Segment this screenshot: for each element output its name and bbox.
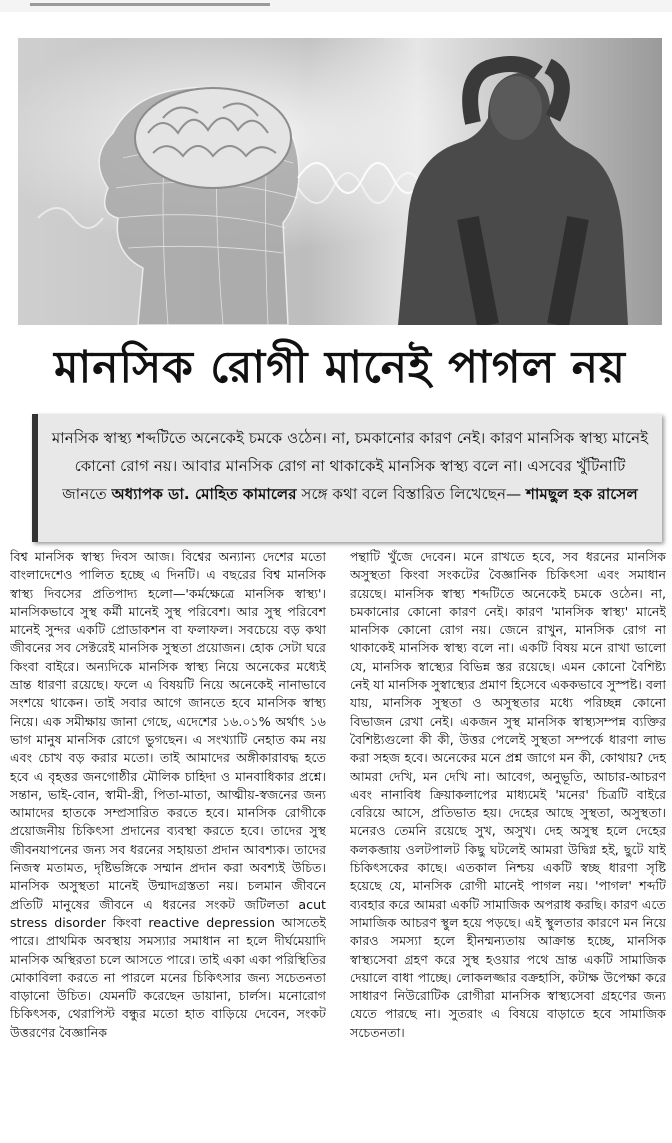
intro-middle: সঙ্গে কথা বলে বিস্তারিত লিখেছেন—: [301, 485, 522, 503]
article-headline: মানসিক রোগী মানেই পাগল নয়: [54, 342, 626, 393]
intro-box: [32, 414, 662, 542]
intro-expert: অধ্যাপক ডা. মোহিত কামালের: [111, 485, 297, 503]
article-text-left: বিশ্ব মানসিক স্বাস্থ্য দিবস আজ। বিশ্বের অন্যান্য দেশের মতো বাংলাদেশেও পালিত হচ্ছে এ দিনটি। এ বছরের বিশ্ব মানসিক স্বাস্থ্য দিবসের প্রতিপাদ্য হলো—'কর্মক্ষেত্রে মানসিক স্বাস্থ্য'। মানসিকভাবে সুস্থ কর্মী মানেই সুস্থ পরিবেশ। আর সুস্থ পরিবেশ মানেই সুন্দর একটি প্রোডাকশন বা ফলাফল। সবচেয়ে বড় কথা জীবনের সব সেক্টরেই মানসিক সুস্থতা প্রয়োজন। হোক সেটা ঘরে কিংবা বাইরে। অন্যদিকে মানসিক স্বাস্থ্য নিয়ে অনেকের মধ্যেই ভ্রান্ত ধারণা রয়েছে। ফলে এ বিষয়টি নিয়ে অনেকেই নানাভাবে সংশয়ে থাকেন। তাই সবার আগে জানতে হবে মানসিক স্বাস্থ্য নিয়ে। এক সমীক্ষায় জানা গেছে, এদেশের ১৬.০১% অর্থাৎ ১৬ ভাগ মানুষ মানসিক রোগে ভুগছেন। এ সংখ্যাটি নেহাত কম নয় এবং চোখ বড় করার মতো। তাই আমাদের অঙ্গীকারাবদ্ধ হতে হবে এ বৃহত্তর জনগোষ্ঠীর মৌলিক চাহিদা ও মানবাধিকার প্রশ্নে। সন্তান, ভাই-বোন, স্বামী-স্ত্রী, পিতা-মাতা, আত্মীয়-স্বজনের জন্য আমাদের হাতকে সম্প্রসারিত করতে হবে। মানসিক রোগীকে প্রয়োজনীয় চিকিৎসা প্রদানের ব্যবস্থা করতে হবে। তাদের সুস্থ জীবনযাপনের জন্য সব ধরনের সহায়তা প্রদান আবশ্যক। তাদের নিজস্ব মতামত, দৃষ্টিভঙ্গিকে সম্মান প্রদান করা অবশ্যই উচিত। মানসিক অসুস্থতা মানেই উন্মাদগ্রস্ততা নয়। চলমান জীবনে প্রতিটি মানুষের জীবনে এ ধরনের সংকট জটিলতা acut stress disorder কিংবা reactive depression আসতেই পারে। প্রাথমিক অবস্থায় সমস্যার সমাধান না হলে দীর্ঘমেয়াদি মানসিক অস্থিরতা চলে আসতে পারে। তাই একা একা পরিস্থিতির মোকাবিলা করতে না পারলে মনের চিকিৎসার জন্য সচেতনতা বাড়ানো উচিত। যেমনটি করেছেন ডায়ানা, চার্লস। মনোরোগ চিকিৎসক, থেরাপিস্ট বন্ধুর মতো হাত বাড়িয়ে দেবেন, সংকট উত্তরণের বৈজ্ঞানিক: [10, 549, 326, 1040]
article-text-right: পন্থাটি খুঁজে দেবেন। মনে রাখতে হবে, সব ধরনের মানসিক অসুস্থতা কিংবা সংকটের বৈজ্ঞানিক চিকিৎসা এবং সমাধান রয়েছে। মানসিক স্বাস্থ্য শব্দটিতে অনেকেই চমকে ওঠেন। না, চমকানোর কোনো কারণ নেই। কারণ 'মানসিক স্বাস্থ্য' মানেই মানসিক কোনো রোগ নয়। জেনে রাখুন, মানসিক রোগ না থাকাকেই মানসিক স্বাস্থ্য বলে না। একটি বিষয় মনে রাখা ভালো যে, মানসিক স্বাস্থ্যের বিভিন্ন স্তর রয়েছে। এমন কোনো বৈশিষ্ট্য নেই যা মানসিক সুস্বাস্থ্যের প্রমাণ হিসেবে এককভাবে সুস্পষ্ট। বলা যায়, মানসিক সুস্থতা ও অসুস্থতার মধ্যে পরিচ্ছন্ন কোনো বিভাজন রেখা নেই। একজন সুস্থ মানসিক স্বাস্থ্যসম্পন্ন ব্যক্তির বৈশিষ্ট্যগুলো কী কী, উত্তর পেলেই সুস্থতা সম্পর্কে ধারণা লাভ করা সহজ হবে। অনেকের মনে প্রশ্ন জাগে মন কী, কোথায়? দেহ আমরা দেখি, মন দেখি না। আবেগ, অনুভূতি, আচার-আচরণ এবং নানাবিধ ক্রিয়াকলাপের মাধ্যমেই 'মনের' চিত্রটি বাইরে বেরিয়ে আসে, প্রতিভাত হয়। দেহের আছে সুস্থতা, অসুস্থতা। মনেরও তেমনি রয়েছে সুখ, অসুখ। দেহ অসুস্থ হলে দেহের কলকব্জায় ওলটপালট কিছু ঘটলেই আমরা উদ্বিগ্ন হই, ছুটে যাই চিকিৎসকের কাছে। এতকাল নিশ্চয় একটি স্বচ্ছ ধারণা সৃষ্টি হয়েছে যে, মানসিক রোগী মানেই পাগল নয়। 'পাগল' শব্দটি ব্যবহার করে আমরা একটি সামাজিক অপরাধ করছি। কারণ এতে সামাজিক আচরণ স্থুল হয়ে পড়ছে। এই স্থুলতার কারণে মন নিয়ে কারও সমস্যা হলে হীনম্মন্যতায় আক্রান্ত হচ্ছে, মানসিক স্বাস্থ্যসেবা গ্রহণ করে সুস্থ হওয়ার পথে ভ্রান্ত একটি সামাজিক দেয়ালে বাধা পাচ্ছে। লোকলজ্জার বক্রহাসি, কটাক্ষ উপেক্ষা করে সাধারণ নিউরোটিক রোগীরা মানসিক স্বাস্থ্যসেবা গ্রহণের জন্য যেতে পারছে না। সুতরাং এ বিষয়ে বাড়াতে হবে সামাজিক সচেতনতা।: [350, 549, 666, 1040]
intro-lead: মানসিক স্বাস্থ্য শব্দটিতে অনেকেই চমকে ওঠেন। না, চমকানোর কারণ নেই। কারণ মানসিক স্বাস্থ্য মানেই কোনো রোগ নয়। আবার মানসিক রোগ না থাকাকেই মানসিক স্বাস্থ্য বলে না। এসবের খুঁটিনাটি জানতে: [51, 429, 649, 503]
intro-author: শামছুল হক রাসেল: [526, 485, 638, 503]
top-strip-bar: [30, 3, 270, 6]
intro-rule: [32, 414, 38, 542]
hero-illustration: [18, 38, 662, 325]
article-column-right: [350, 548, 666, 1143]
hero-photo: [18, 38, 662, 325]
article-column-left: [10, 548, 326, 1143]
intro-text: [32, 414, 662, 516]
top-strip: [0, 0, 672, 12]
